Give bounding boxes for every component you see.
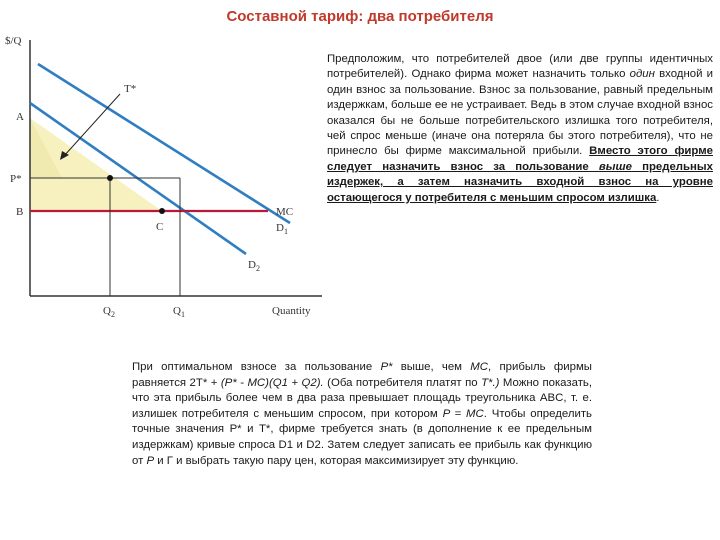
x-axis-label: Quantity	[272, 305, 311, 317]
point-pstar-d2	[107, 175, 113, 181]
y-axis-label: $/Q	[5, 35, 22, 47]
explanation-paragraph	[327, 52, 713, 206]
right-text-part1: Предположим, что потребителей двое (или две группы идентичных потребителей). Однако фирма может назначить только	[327, 53, 713, 81]
slide-title: Составной тариф: два потребителя	[226, 8, 494, 25]
label-q2: $Q_2$	[103, 305, 115, 319]
label-tstar: T*	[124, 83, 137, 95]
label-mc: MC	[276, 206, 294, 218]
label-q1: $Q_1$	[173, 305, 185, 319]
right-text-part2: входной и один взнос за пользование. Взнос за пользование, равный предельным издержкам, больше ее не устраивает. Ведь в этом случае входной взнос оказался бы не больше потребительского излишка того потребителя, чей спрос меньше (иначе она потеряла бы этого потребителя), что не принесло бы фирме максимальной прибыли.	[327, 68, 714, 158]
profit-paragraph: При оптимальном взносе за пользование P* выше, чем MC, прибыль фирмы равняется 2T* + (P* - MC)(Q1 + Q2). (Оба потребителя платят по T*.) Можно показать, что эта прибыль более чем в два раза превышает площадь треугольника ABC, т. е. излишек потребителя с меньшим спросом, при котором P = MC. Чтобы определить точные значения P* и T*, фирме требуется знать (в дополнение к ее предельным издержкам) кривые спроса D1 и D2. Затем следует записать ее прибыль как функцию от P и Г и выбрать такую пару цен, которая максимизирует эту функцию.	[132, 361, 593, 467]
recommendation-text: Вместо этого фирме следует назначить взнос за пользование выше предельных издержек, а затем назначить входной взнос на уровне остающегося у потребителя с меньшим спросом излишка	[327, 145, 713, 204]
right-text-tail: .	[656, 191, 660, 204]
point-c	[159, 208, 165, 214]
two-part-tariff-figure	[0, 28, 330, 328]
label-c: C	[156, 221, 164, 233]
demand-diagram	[0, 28, 330, 328]
label-d1: $D_1$	[276, 222, 288, 236]
label-pstar: P*	[10, 173, 22, 185]
label-d2: $D_2$	[248, 259, 260, 273]
label-b: B	[16, 206, 24, 218]
right-text-emphasis: один	[629, 68, 655, 81]
label-a: A	[16, 111, 24, 123]
